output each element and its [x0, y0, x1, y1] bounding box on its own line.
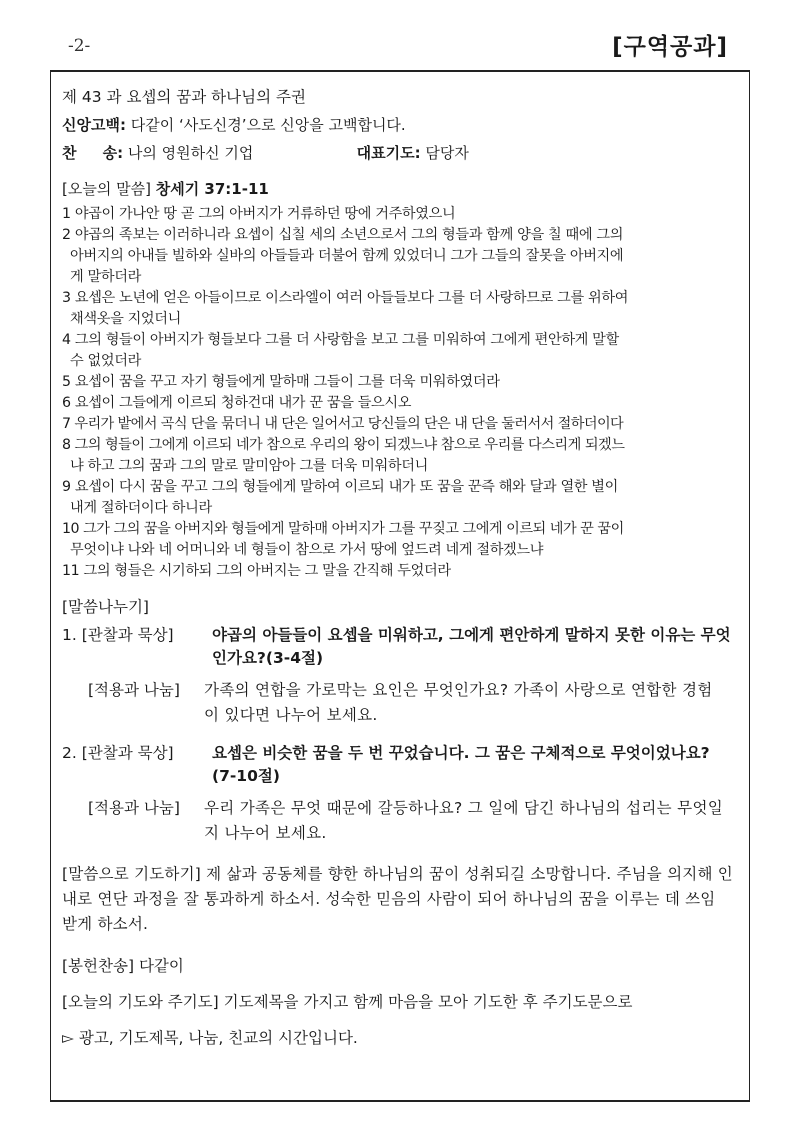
sharing-heading: [말씀나누기] — [62, 598, 149, 616]
today-prayer-label: [오늘의 기도와 주기도] — [62, 993, 219, 1011]
verse-line: 내게 절하더이다 하니라 — [70, 500, 212, 516]
pray-text: 제 삶과 공동체를 향한 하나님의 꿈이 성취되길 소망합니다. 주님을 의지해 인내로 연단 과정을 잘 통과하게 하소서. 성숙한 믿음의 사람이 되어 하나님의 꿈을 이루는 데 쓰임 받게 하소서. — [62, 865, 733, 933]
today-prayer-text: 기도제목을 가지고 함께 마음을 모아 기도한 후 주기도문으로 — [223, 993, 633, 1011]
page-number: -2- — [68, 36, 91, 56]
verse-line: 채색옷을 지었더니 — [70, 311, 182, 327]
question-2-label: 2. [관찰과 묵상] — [62, 744, 174, 762]
application-1-text: 가족의 연합을 가로막는 요인은 무엇인가요? 가족이 사랑으로 연합한 경험이 있다면 나누어 보세요. — [204, 681, 713, 724]
question-1 — [62, 624, 734, 670]
pray-with-word — [62, 862, 734, 937]
verse-line: 8 그의 형들이 그에게 이르되 네가 참으로 우리의 왕이 되겠느냐 참으로 우리를 다스리게 되겠느 — [62, 437, 625, 453]
application-2 — [88, 796, 734, 846]
scripture-body — [62, 204, 734, 582]
application-1 — [88, 678, 734, 728]
lesson-title: 제 43 과 요셉의 꿈과 하나님의 주권 — [62, 88, 306, 106]
notice-text: 광고, 기도제목, 나눔, 친교의 시간입니다. — [78, 1029, 358, 1047]
prayer-text: 담당자 — [425, 144, 469, 162]
verse-line: 9 요셉이 다시 꿈을 꾸고 그의 형들에게 말하여 이르되 내가 또 꿈을 꾼즉 해와 달과 열한 별이 — [62, 479, 619, 495]
lesson-content — [62, 86, 734, 1049]
triangle-marker-icon: ▻ — [62, 1029, 74, 1047]
confession-text: 다같이 ‘사도신경’으로 신앙을 고백합니다. — [130, 116, 406, 134]
scripture-heading — [62, 178, 734, 200]
hymn-text: 나의 영원하신 기업 — [127, 144, 254, 162]
today-prayer-row — [62, 991, 734, 1013]
confession-label: 신앙고백: — [62, 116, 126, 134]
question-2 — [62, 742, 734, 788]
hymn-row — [62, 142, 734, 164]
scripture-label: [오늘의 말씀] — [62, 180, 151, 198]
offering-row — [62, 955, 734, 977]
verse-line: 무엇이냐 나와 네 어머니와 네 형들이 참으로 가서 땅에 엎드려 네게 절하겠느냐 — [70, 542, 544, 558]
verse-line: 11 그의 형들은 시기하되 그의 아버지는 그 말을 간직해 두었더라 — [62, 563, 451, 579]
application-1-label: [적용과 나눔] — [88, 681, 180, 699]
offering-text: 다같이 — [138, 957, 184, 975]
verse-line: 6 요셉이 그들에게 이르되 청하건대 내가 꾼 꿈을 들으시오 — [62, 395, 412, 411]
question-2-text: 요셉은 비슷한 꿈을 두 번 꾸었습니다. 그 꿈은 구체적으로 무엇이었나요?(7-10절) — [212, 744, 710, 785]
verse-line: 수 없었더라 — [70, 353, 141, 369]
verse-line: 4 그의 형들이 아버지가 형들보다 그를 더 사랑함을 보고 그를 미워하여 그에게 편안하게 말할 — [62, 332, 619, 348]
verse-line: 게 말하더라 — [70, 269, 141, 285]
verse-line: 10 그가 그의 꿈을 아버지와 형들에게 말하매 아버지가 그를 꾸짖고 그에게 이르되 네가 꾼 꿈이 — [62, 521, 624, 537]
verse-line: 5 요셉이 꿈을 꾸고 자기 형들에게 말하매 그들이 그를 더욱 미워하였더라 — [62, 374, 500, 390]
section-tag: [구역공과] — [612, 34, 728, 60]
confession-row — [62, 114, 734, 136]
pray-label: [말씀으로 기도하기] — [62, 865, 202, 883]
verse-line: 2 야곱의 족보는 이러하니라 요셉이 십칠 세의 소년으로서 그의 형들과 함께 양을 칠 때에 그의 — [62, 227, 624, 243]
scripture-reference: 창세기 37:1-11 — [155, 180, 269, 198]
question-1-label: 1. [관찰과 묵상] — [62, 626, 174, 644]
question-1-text: 야곱의 아들들이 요셉을 미워하고, 그에게 편안하게 말하지 못한 이유는 무엇인가요?(3-4절) — [212, 626, 731, 667]
application-2-label: [적용과 나눔] — [88, 799, 180, 817]
verse-line: 7 우리가 밭에서 곡식 단을 묶더니 내 단은 일어서고 당신들의 단은 내 단을 둘러서서 절하더이다 — [62, 416, 624, 432]
notice-row — [62, 1027, 734, 1049]
offering-label: [봉헌찬송] — [62, 957, 134, 975]
hymn-label: 찬 송: — [62, 144, 124, 162]
verse-line: 3 요셉은 노년에 얻은 아들이므로 이스라엘이 여러 아들들보다 그를 더 사랑하므로 그를 위하여 — [62, 290, 629, 306]
verse-line: 냐 하고 그의 꿈과 그의 말로 말미암아 그를 더욱 미워하더니 — [70, 458, 428, 474]
verse-line: 아버지의 아내들 빌하와 실바의 아들들과 더불어 함께 있었더니 그가 그들의 잘못을 아버지에 — [70, 248, 624, 264]
verse-line: 1 야곱이 가나안 땅 곧 그의 아버지가 거류하던 땅에 거주하였으니 — [62, 206, 456, 222]
application-2-text: 우리 가족은 무엇 때문에 갈등하나요? 그 일에 담긴 하나님의 섭리는 무엇일지 나누어 보세요. — [204, 799, 723, 842]
prayer-label: 대표기도: — [356, 144, 421, 162]
